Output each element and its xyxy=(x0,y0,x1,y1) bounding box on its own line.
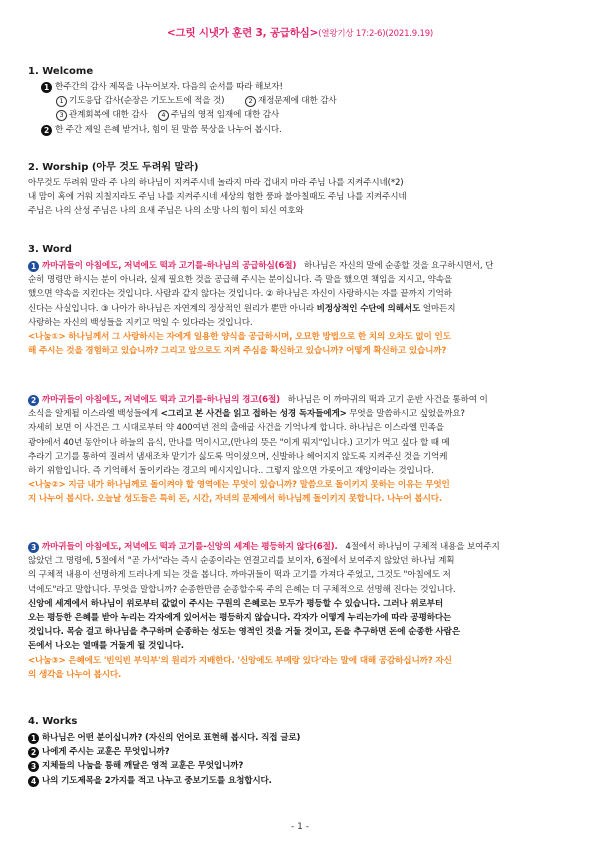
point-2-line-2a: 소식을 알게될 이스라엘 백성들에게 xyxy=(28,409,161,420)
point-2-line-6: 하기 위함입니다. 즉 기억해서 돌이키라는 경고의 메시지입니다.. 그렇지 않으면 가롯이고 재앙이라는 것입니다. xyxy=(28,466,434,477)
word-point-2 xyxy=(28,393,574,507)
works-item-3: 지체들의 나눔을 통해 깨달은 영적 교훈은 무엇입니까? xyxy=(42,761,244,772)
title-text: <그릿 시냇가 훈련 3, 공급하심> xyxy=(166,27,319,39)
point-3-line-7: 것입니다. 목숨 걸고 하나님을 추구하며 순종하는 성도는 영적인 것을 거둘 것이고, 돈을 추구하면 돈에 순종한 사람은 xyxy=(28,627,460,638)
number-4-icon: 4 xyxy=(28,776,39,787)
point-2-line-2c: 무엇을 말씀하시고 싶었을까요? xyxy=(346,409,465,420)
welcome-sub-1: 기도응답 감사(순장은 기도노트에 적을 것) xyxy=(69,96,225,107)
page-number: - 1 - xyxy=(291,822,309,832)
number-1-icon: 1 xyxy=(28,261,39,272)
lyrics-line-2: 내 맘이 혹에 거워 지칠지라도 주님 나를 지켜주시네 세상의 험한 풍파 불아칠때도 주님 나를 지켜주시네 xyxy=(28,192,407,203)
point-3-line-2: 않았던 그 명령에, 5절에서 "곧 가서"라는 즉시 순종이라는 연결고리를 보이자, 6절에서 보여주지 않았던 하나님 계획 xyxy=(28,556,455,567)
point-1-line-3: 했으면 약속을 지킨다는 것입니다. 사람과 같지 않다는 것입니다. ② 하나님은 자신이 사랑하시는 자를 끝까지 기억하 xyxy=(28,289,452,300)
point-1-heading: 까마귀들이 아침에도, 저녁에도 떡과 고기를-하나님의 공급하심(6절) xyxy=(42,261,297,271)
sharing-1-line-1: <나눔①> 하나님께서 그 사랑하시는 자에게 일용한 양식을 공급하시며, 오묘한 방법으로 한 치의 오차도 없이 인도 xyxy=(28,332,451,343)
point-2-line-5: 추라기 고기를 통하여 질려서 냄새조차 맡기가 싫도록 먹이셨으며, 신발하나 헤어지지 않도록 지켜주신 것을 기억케 xyxy=(28,451,448,462)
works-list xyxy=(28,731,574,788)
point-2-line-4: 광야에서 40년 동안이나 하늘의 음식, 만나를 먹이시고,(만나의 뜻은 "이게 뭐지"입니다.) 고기가 먹고 싶다 할 때 메 xyxy=(28,437,450,448)
welcome-item-2: 한 주간 제일 은혜 받거나, 힘이 된 말씀 묵상을 나누어 봅시다. xyxy=(55,124,282,135)
point-3-line-5: 신앙에 세계에서 하나님이 위로부터 값없이 주시는 구원의 은혜로는 모두가 평등할 수 있습니다. 그러나 위로부터 xyxy=(28,598,444,609)
welcome-section xyxy=(28,80,574,137)
point-3-line-3: 의 구체적 내용이 선명하게 드러나게 되는 것을 봅니다. 까마귀들이 떡과 고기를 가져다 주었고, 그것도 "아침에도 저 xyxy=(28,570,451,581)
number-2-icon: 2 xyxy=(41,125,52,136)
point-2-heading: 까마귀들이 아침에도, 저녁에도 떡과 고기를-하나님의 경고(6절) xyxy=(42,395,280,405)
welcome-sub-3: 관계회복에 대한 감사 xyxy=(69,110,148,121)
number-3-icon: 3 xyxy=(28,761,39,772)
sharing-3-line-1: <나눔③> 은혜에도 '빈익빈 부익부'의 원리가 지배한다. '신앙에도 부메랑 있다'라는 말에 대해 공감하십니까? 자신 xyxy=(28,655,452,666)
circled-2-icon: 2 xyxy=(245,96,256,107)
point-2-line-1: 하나님은 이 까마귀의 떡과 고기 운반 사건을 통하여 이 xyxy=(287,395,488,405)
number-3-icon: 3 xyxy=(28,542,39,553)
point-1-line-4a: 신다는 사실입니다. ③ 나아가 하나님은 자연계의 정상적인 원리가 뿐만 아니라 xyxy=(28,303,317,314)
point-3-line-8: 돈에서 나오는 열매를 거둘게 될 것입니다. xyxy=(28,641,184,652)
word-heading: 3. Word xyxy=(28,244,72,255)
number-2-icon: 2 xyxy=(28,747,39,758)
worship-lyrics xyxy=(28,176,574,219)
point-2-line-3: 자세히 보면 이 사건은 그 시대로부터 약 400여년 전의 출애굽 사건을 기억나게 합니다. 하나님은 이스라엘 민족을 xyxy=(28,423,444,434)
point-1-emphasis: 비정상적인 수단에 의해서도 xyxy=(316,303,421,314)
lyrics-line-3: 주님은 나의 산성 주님은 나의 요새 주님은 나의 소망 나의 힘이 되신 여호와 xyxy=(28,206,304,217)
number-1-icon: 1 xyxy=(28,733,39,744)
point-3-heading: 까마귀들이 아침에도, 저녁에도 떡과 고기를-신앙의 세계는 평등하지 않다(6절). xyxy=(42,542,338,552)
document-title xyxy=(0,25,600,40)
sharing-3-line-2: 의 생각을 나누어 봅시다. xyxy=(28,669,122,680)
circled-4-icon: 4 xyxy=(158,110,169,121)
point-3-line-4: 녁에도"라고 말합니다. 무엇을 말합니까? 순종한만큼 순종할수록 주의 은혜는 더 구체적으로 선명해 진다는 것입니다. xyxy=(28,584,456,595)
point-1-line-4c: 얼마든지 xyxy=(420,303,456,314)
point-3-line-6: 오는 평등한 은혜를 받아 누리는 각자에게 있어서는 평등하지 않습니다. 각자가 어떻게 누리는가에 따라 공평하다는 xyxy=(28,613,452,624)
works-heading: 4. Works xyxy=(28,716,78,727)
number-1-icon: 1 xyxy=(41,82,52,93)
works-item-1: 하나님은 어떤 분이십니까? (자신의 언어로 표현해 봅시다. 직접 글로) xyxy=(42,733,301,743)
worship-heading xyxy=(28,158,198,173)
point-1-line-5: 사랑하는 자신의 백성들을 지키고 먹일 수 있다라는 것입니다. xyxy=(28,317,253,328)
point-1-line-1: 하나님은 자신의 말에 순종할 것을 요구하시면서, 단 xyxy=(303,261,494,271)
welcome-sub-4: 주님의 영적 임재에 대한 감사 xyxy=(170,110,280,121)
works-item-4: 나의 기도제목을 2가지를 적고 나누고 중보기도를 요청합시다. xyxy=(42,775,272,786)
circled-3-icon: 3 xyxy=(56,110,67,121)
number-2-icon: 2 xyxy=(28,395,39,406)
title-reference: (열왕기상 17:2-6)(2021.9.19) xyxy=(318,29,434,39)
lyrics-line-1: 아무것도 두려워 말라 주 나의 하나님이 지켜주시네 놀라지 마라 겁내지 마라 주님 나를 지켜주시네(*2) xyxy=(28,178,404,188)
word-point-3 xyxy=(28,540,574,682)
worship-song-title: (아무 것도 두려워 말라) xyxy=(91,162,199,173)
welcome-heading: 1. Welcome xyxy=(28,66,94,77)
worship-heading-text: 2. Worship xyxy=(28,162,89,173)
works-item-2: 나에게 주시는 교훈은 무엇입니까? xyxy=(42,747,170,758)
sharing-1-line-2: 해 주시는 것을 경험하고 있습니까? 그리고 앞으로도 지켜 주심을 확신하고 있습니까? 어떻게 확신하고 있습니까? xyxy=(28,346,447,357)
word-point-1 xyxy=(28,259,574,358)
point-1-line-2: 순히 명령만 하시는 분이 아니라, 실제 필요한 것을 공급해 주시는 분이십니다. 즉 말을 했으면 책임을 지시고, 약속을 xyxy=(28,275,453,286)
sharing-2-line-1: <나눔②> 지금 내가 하나님께로 돌이켜야 할 영역에는 무엇이 있습니까? 말씀으로 돌이키지 못하는 이유는 무엇인 xyxy=(28,480,450,491)
welcome-item-1: 한주간의 감사 제목을 나누어보자. 다음의 순서를 따라 해보자! xyxy=(55,82,283,92)
sharing-2-line-2: 지 나누어 봅시다. 오늘날 성도들은 특히 돈, 시간, 자녀의 문제에서 하나님께 돌이키지 못합니다. 나누어 봅시다. xyxy=(28,494,443,505)
point-3-line-1: 4절에서 하나님이 구체적 내용을 보여주지 xyxy=(345,542,500,552)
circled-1-icon: 1 xyxy=(56,96,67,107)
welcome-sub-2: 재정문제에 대한 감사 xyxy=(257,96,337,107)
point-2-emphasis: <그리고 본 사건을 읽고 접하는 성경 독자들에게> xyxy=(160,409,347,420)
